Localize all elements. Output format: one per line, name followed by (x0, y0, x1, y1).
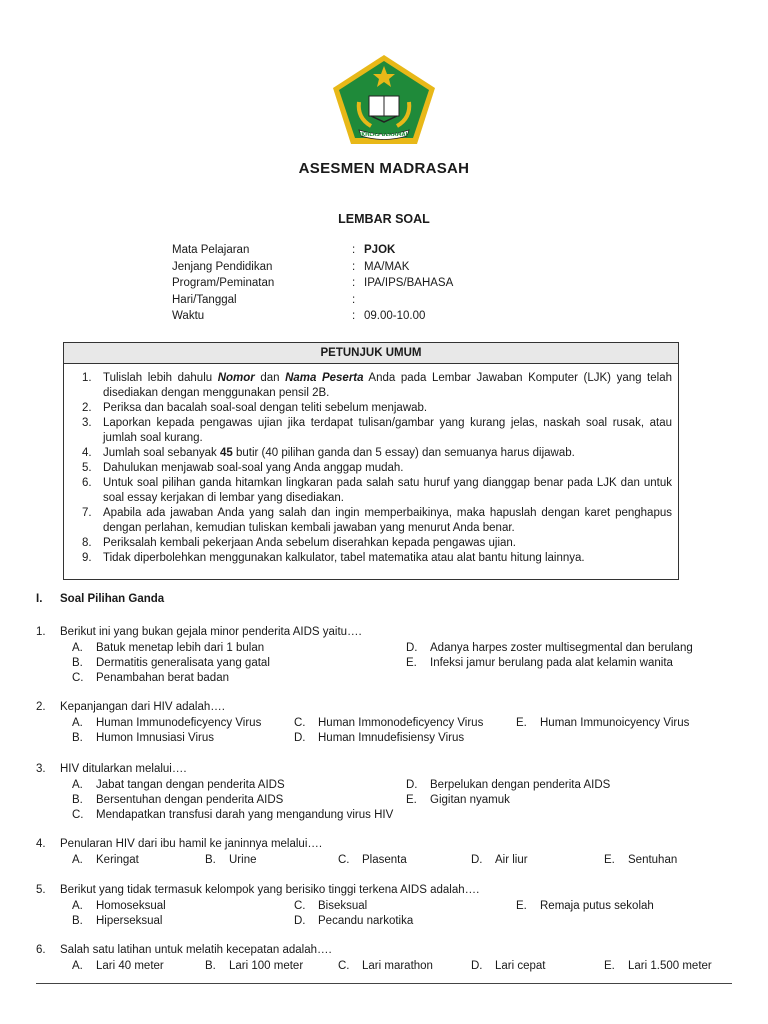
answer-option (604, 959, 712, 974)
instruction-number: 3. (82, 417, 92, 429)
answer-option (406, 641, 693, 656)
option-letter: B. (205, 960, 216, 972)
option-text: Bersentuhan dengan penderita AIDS (96, 794, 284, 806)
answer-option (294, 899, 367, 914)
svg-text:IKHLAS BERAMAL: IKHLAS BERAMAL (359, 132, 409, 138)
info-row: Waktu : 09.00-10.00 (172, 308, 453, 325)
option-text: Lari cepat (495, 960, 546, 972)
instruction-text: Jumlah soal sebanyak 45 butir (40 pilihan ganda dan 5 essay) dan semuanya harus dijawab. (103, 447, 575, 459)
exam-info (172, 242, 453, 325)
question-number: 6. (36, 944, 46, 956)
option-letter: D. (294, 732, 306, 744)
answer-option (72, 853, 139, 868)
option-text: Keringat (96, 854, 139, 866)
answer-option (72, 731, 214, 746)
instruction-item (82, 536, 672, 551)
option-text: Lari 40 meter (96, 960, 164, 972)
section-heading (36, 593, 164, 605)
option-text: Gigitan nyamuk (430, 794, 510, 806)
option-text: Mendapatkan transfusi darah yang mengandung virus HIV (96, 809, 394, 821)
answer-option (471, 853, 528, 868)
answer-option (294, 914, 413, 929)
question-stem (36, 883, 726, 898)
info-row: Hari/Tanggal : (172, 292, 453, 309)
question-number: 2. (36, 701, 46, 713)
instruction-number: 1. (82, 372, 92, 384)
answer-option (72, 641, 264, 656)
answer-option (72, 914, 162, 929)
option-text: Urine (229, 854, 257, 866)
section-number: I. (36, 593, 43, 605)
question-text: Berikut yang tidak termasuk kelompok yang berisiko tinggi terkena AIDS adalah…. (60, 884, 480, 896)
answer-option (205, 853, 256, 868)
question-text: Penularan HIV dari ibu hamil ke janinnya melalui…. (60, 838, 323, 850)
option-letter: E. (406, 657, 417, 669)
instruction-number: 4. (82, 447, 92, 459)
instruction-text: Dahulukan menjawab soal-soal yang Anda anggap mudah. (103, 462, 404, 474)
option-text: Hiperseksual (96, 915, 163, 927)
option-letter: B. (205, 854, 216, 866)
option-letter: A. (72, 960, 83, 972)
answer-option (72, 656, 270, 671)
question-number: 1. (36, 626, 46, 638)
instruction-number: 5. (82, 462, 92, 474)
instruction-text: Laporkan kepada pengawas ujian jika terdapat tulisan/gambar yang kurang jelas, naskah soal rusak, atau jumlah soal kurang. (103, 417, 672, 444)
answer-option (406, 793, 510, 808)
question-stem (36, 762, 726, 777)
question-text: Berikut ini yang bukan gejala minor penderita AIDS yaitu…. (60, 626, 362, 638)
option-letter: B. (72, 732, 83, 744)
info-label: Waktu (172, 310, 205, 322)
option-letter: C. (338, 854, 350, 866)
answer-option (72, 793, 283, 808)
question-item (36, 883, 726, 927)
question-number: 5. (36, 884, 46, 896)
question-number: 4. (36, 838, 46, 850)
option-letter: D. (471, 854, 483, 866)
document-subtitle: LEMBAR SOAL (338, 212, 430, 226)
option-letter: C. (338, 960, 350, 972)
option-letter: B. (72, 657, 83, 669)
answer-option (516, 716, 689, 731)
instructions-heading: PETUNJUK UMUM (64, 343, 678, 364)
option-letter: D. (294, 915, 306, 927)
question-number: 3. (36, 763, 46, 775)
question-stem (36, 837, 726, 852)
option-text: Lari 1.500 meter (628, 960, 712, 972)
option-text: Jabat tangan dengan penderita AIDS (96, 779, 285, 791)
instructions-list (82, 371, 672, 566)
option-text: Biseksual (318, 900, 368, 912)
answer-option (338, 959, 433, 974)
answer-option (516, 899, 654, 914)
answer-option (604, 853, 677, 868)
answer-option (406, 656, 673, 671)
question-stem (36, 943, 726, 958)
instruction-item (82, 401, 672, 416)
instruction-number: 6. (82, 477, 92, 489)
answer-option (72, 716, 261, 731)
option-text: Human Imnudefisiensy Virus (318, 732, 465, 744)
instruction-text: Periksa dan bacalah soal-soal dengan teliti sebelum menjawab. (103, 402, 428, 414)
info-value: IPA/IPS/BAHASA (364, 277, 454, 289)
option-letter: E. (406, 794, 417, 806)
kemenag-logo (329, 52, 439, 148)
answer-option (72, 899, 166, 914)
info-label: Mata Pelajaran (172, 244, 250, 256)
instruction-item (82, 551, 672, 566)
option-letter: E. (604, 960, 615, 972)
option-letter: E. (516, 717, 527, 729)
option-text: Human Immunodeficyency Virus (96, 717, 262, 729)
option-text: Homoseksual (96, 900, 166, 912)
answer-option (72, 671, 229, 686)
info-row: Program/Peminatan : IPA/IPS/BAHASA (172, 275, 453, 292)
option-text: Adanya harpes zoster multisegmental dan berulang (430, 642, 693, 654)
answer-option (294, 731, 464, 746)
answer-option (72, 808, 393, 823)
option-letter: A. (72, 779, 83, 791)
option-text: Human Immunoicyency Virus (540, 717, 690, 729)
instruction-number: 9. (82, 552, 92, 564)
info-row: Jenjang Pendidikan : MA/MAK (172, 259, 453, 276)
option-letter: A. (72, 642, 83, 654)
instruction-number: 2. (82, 402, 92, 414)
instruction-text: Tidak diperbolehkan menggunakan kalkulator, tabel matematika atau alat bantu hitung lainnya. (103, 552, 585, 564)
option-text: Sentuhan (628, 854, 678, 866)
question-text: Salah satu latihan untuk melatih kecepatan adalah…. (60, 944, 332, 956)
answer-option (72, 778, 285, 793)
question-item (36, 837, 726, 866)
section-title: Soal Pilihan Ganda (60, 593, 165, 605)
instruction-number: 8. (82, 537, 92, 549)
instruction-text: Tulislah lebih dahulu Nomor dan Nama Peserta Anda pada Lembar Jawaban Komputer (LJK) yang telah disediakan dengan menggunakan pensil 2B. (103, 372, 672, 399)
question-item (36, 943, 726, 972)
option-text: Human Immonodeficyency Virus (318, 717, 484, 729)
question-text: HIV ditularkan melalui…. (60, 763, 187, 775)
page-divider (36, 983, 732, 984)
option-text: Berpelukan dengan penderita AIDS (430, 779, 611, 791)
instruction-item (82, 461, 672, 476)
option-text: Lari 100 meter (229, 960, 304, 972)
question-stem (36, 700, 726, 715)
option-letter: A. (72, 717, 83, 729)
question-stem (36, 625, 726, 640)
info-label: Program/Peminatan (172, 277, 275, 289)
option-letter: B. (72, 794, 83, 806)
option-text: Humon Imnusiasi Virus (96, 732, 215, 744)
option-text: Pecandu narkotika (318, 915, 414, 927)
option-text: Infeksi jamur berulang pada alat kelamin wanita (430, 657, 673, 669)
answer-option (294, 716, 483, 731)
option-letter: D. (406, 779, 418, 791)
option-letter: D. (406, 642, 418, 654)
document-title: ASESMEN MADRASAH (298, 160, 470, 177)
instruction-text: Untuk soal pilihan ganda hitamkan lingkaran pada salah satu huruf yang dianggap benar pada LJK dan untuk soal essay kerjakan di lembar yang disediakan. (103, 477, 672, 504)
option-text: Lari marathon (362, 960, 433, 972)
instruction-number: 7. (82, 507, 92, 519)
instruction-item (82, 476, 672, 506)
info-value: MA/MAK (364, 260, 410, 273)
question-item (36, 625, 726, 684)
answer-option (338, 853, 407, 868)
option-letter: C. (294, 900, 306, 912)
instruction-text: Apabila ada jawaban Anda yang salah dan ingin memperbaikinya, maka hapuslah dengan karet penghapus dengan perlahan, kemudian tuliskan kembali jawaban yang menurut Anda benar. (103, 507, 672, 534)
option-text: Air liur (495, 854, 528, 866)
info-label: Hari/Tanggal (172, 293, 237, 306)
option-letter: E. (604, 854, 615, 866)
option-letter: C. (72, 672, 84, 684)
info-value: 09.00-10.00 (364, 310, 426, 322)
answer-option (406, 778, 610, 793)
option-letter: E. (516, 900, 527, 912)
option-letter: C. (294, 717, 306, 729)
option-letter: D. (471, 960, 483, 972)
option-text: Batuk menetap lebih dari 1 bulan (96, 642, 265, 654)
instruction-item (82, 416, 672, 446)
answer-option (72, 959, 164, 974)
answer-option (205, 959, 303, 974)
question-item (36, 700, 726, 744)
info-value: PJOK (364, 244, 396, 256)
instruction-text: Periksalah kembali pekerjaan Anda sebelum diserahkan kepada pengawas ujian. (103, 537, 516, 549)
info-label: Jenjang Pendidikan (172, 260, 273, 273)
question-item (36, 762, 726, 821)
option-letter: A. (72, 900, 83, 912)
instruction-item (82, 371, 672, 401)
answer-option (471, 959, 546, 974)
option-letter: B. (72, 915, 83, 927)
option-text: Penambahan berat badan (96, 672, 229, 684)
instruction-item (82, 506, 672, 536)
option-text: Remaja putus sekolah (540, 900, 654, 912)
option-text: Dermatitis generalisata yang gatal (96, 657, 270, 669)
option-text: Plasenta (362, 854, 407, 866)
instruction-item (82, 446, 672, 461)
option-letter: C. (72, 809, 84, 821)
question-text: Kepanjangan dari HIV adalah…. (60, 701, 225, 713)
general-instructions-box (63, 342, 679, 580)
info-row: Mata Pelajaran : PJOK (172, 242, 453, 259)
option-letter: A. (72, 854, 83, 866)
